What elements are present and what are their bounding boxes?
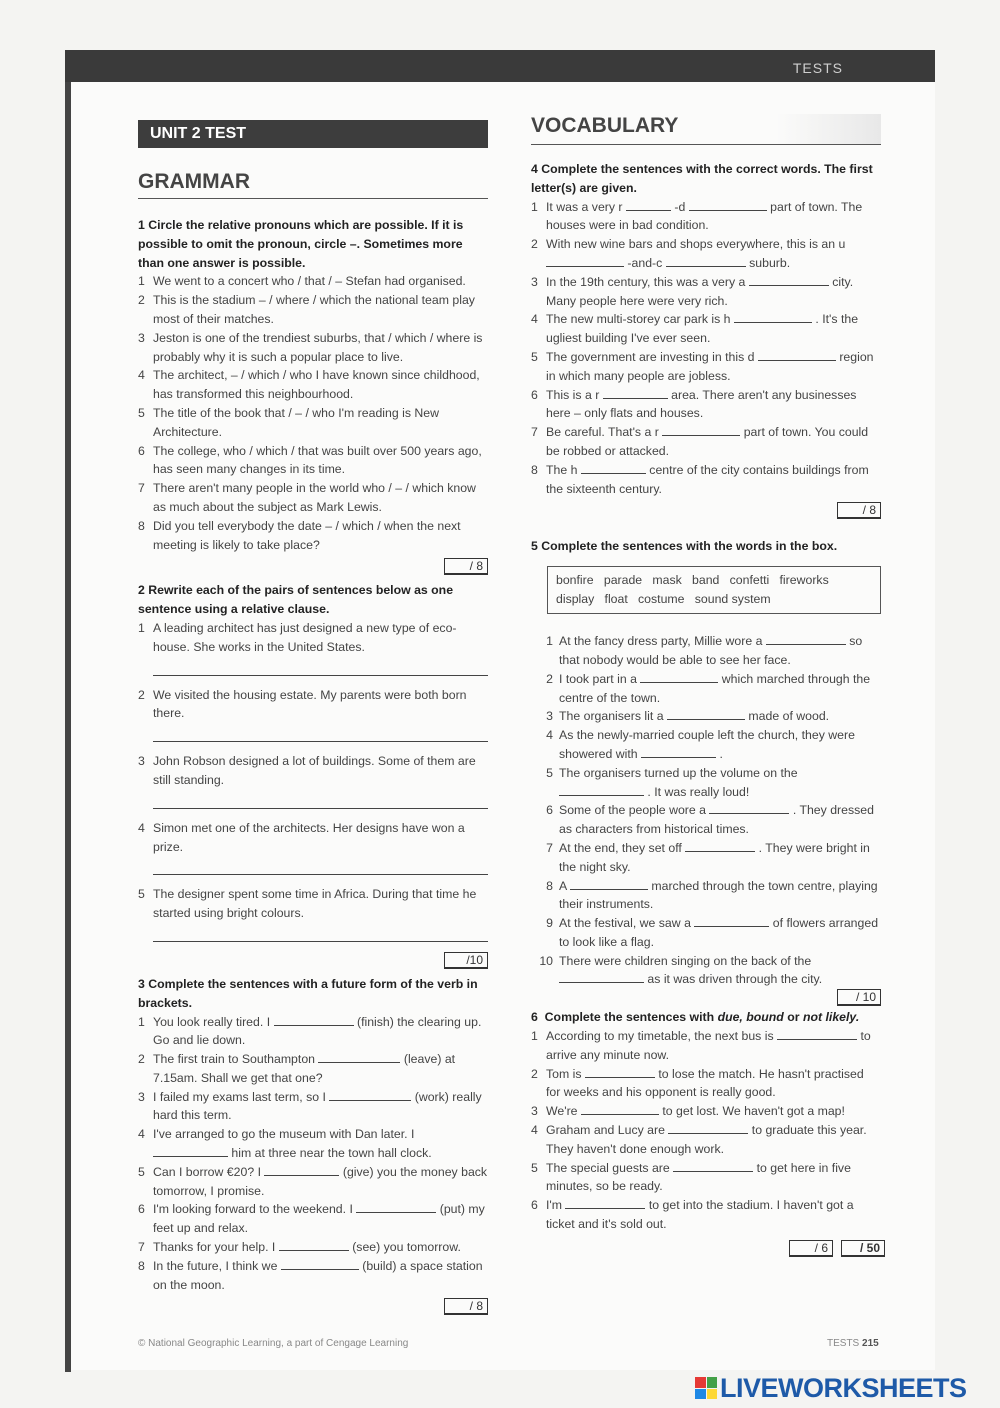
- item-text: [546, 310, 881, 348]
- answer-blank[interactable]: [264, 1163, 339, 1176]
- item-text: [559, 839, 881, 877]
- q6-instr-a: 6 Complete the sentences with: [531, 1010, 718, 1025]
- question-item: [531, 839, 881, 877]
- item-text-part: (finish) the clearing up. Go and lie down.: [153, 1014, 482, 1048]
- item-number: 1: [138, 620, 145, 635]
- item-text-part: Some of the people wore a: [559, 803, 706, 818]
- question-item: [531, 348, 881, 386]
- item-number: 1: [138, 274, 145, 289]
- item-number: 8: [531, 462, 538, 477]
- item-number: 4: [546, 728, 553, 743]
- logo-square-yellow: [707, 1389, 718, 1400]
- item-text-part: The new multi-storey car park is h: [546, 312, 731, 327]
- question-item: [138, 366, 488, 404]
- item-text-part: In the 19th century, this was a very a: [546, 274, 746, 289]
- item-text-part: as it was driven through the city.: [647, 972, 823, 987]
- item-number: 8: [546, 878, 553, 893]
- answer-blank[interactable]: [626, 198, 671, 211]
- item-text-part: I failed my exams last term, so I: [153, 1089, 326, 1104]
- question-item: [138, 329, 488, 367]
- item-text: [546, 1102, 881, 1121]
- item-number: 5: [546, 765, 553, 780]
- item-number: 2: [138, 293, 145, 308]
- item-text: There aren't many people in the world who / – / which know as much about the subject as Mark Lewis.: [153, 481, 476, 514]
- question-item: [138, 1125, 488, 1163]
- item-text: [153, 1088, 488, 1126]
- item-text-part: to lose the match. He hasn't practised for weeks and his opponent is really good.: [546, 1066, 864, 1100]
- item-text-part: area. There aren't any businesses here – only flats and houses.: [546, 387, 857, 421]
- item-text: [546, 461, 881, 499]
- right-column: [531, 160, 881, 1263]
- item-text: A leading architect has just designed a new type of eco-house. She works in the United States.: [153, 620, 457, 654]
- item-number: 2: [531, 1066, 538, 1081]
- item-number: 8: [138, 1258, 145, 1273]
- answer-blank[interactable]: [758, 348, 836, 361]
- item-number: 7: [531, 425, 538, 440]
- answer-blank[interactable]: [318, 1050, 400, 1063]
- question-item: [138, 479, 488, 517]
- grammar-title: GRAMMAR: [138, 170, 488, 199]
- item-number: 4: [138, 368, 145, 383]
- item-text: Simon met one of the architects. Her designs have won a prize.: [153, 820, 465, 854]
- item-number: 2: [546, 671, 553, 686]
- answer-blank[interactable]: [667, 707, 745, 720]
- answer-blank[interactable]: [546, 254, 624, 267]
- item-number: 7: [138, 1240, 145, 1255]
- item-text-part: (give) you the money back tomorrow, I promise.: [153, 1164, 488, 1198]
- item-text: We visited the housing estate. My parents were both born there.: [153, 687, 467, 721]
- question-item: [531, 1159, 881, 1197]
- item-text: We went to a concert who / that / – Stefan had organised.: [153, 274, 466, 289]
- answer-blank[interactable]: [689, 198, 767, 211]
- left-column: [138, 216, 488, 1321]
- item-text: This is the stadium – / where / which the national team play most of their matches.: [153, 293, 475, 326]
- item-text-part: Can I borrow €20? I: [153, 1164, 262, 1179]
- question-4-instruction: 4 Complete the sentences with the correct words. The first letter(s) are given.: [531, 162, 873, 195]
- item-text-part: I'm: [546, 1198, 563, 1213]
- copyright-footer: © National Geographic Learning, a part of Cengage Learning: [138, 1338, 409, 1349]
- item-number: 1: [138, 1014, 145, 1029]
- item-text: [546, 423, 881, 461]
- answer-blank[interactable]: [694, 914, 769, 927]
- item-text-part: marched through the town centre, playing their instruments.: [559, 878, 878, 912]
- item-text-part: -and-c: [627, 255, 663, 270]
- question-item: [531, 877, 881, 915]
- answer-blank[interactable]: [603, 386, 668, 399]
- item-number: 4: [138, 820, 145, 835]
- item-text-part: The government are investing in this d: [546, 349, 755, 364]
- item-text-part: There were children singing on the back of the: [559, 953, 812, 968]
- question-item: [138, 442, 488, 480]
- item-text: The designer spent some time in Africa. During that time he started using bright colours.: [153, 887, 477, 921]
- item-number: 3: [546, 709, 553, 724]
- question-item: [531, 726, 881, 764]
- question-item: [138, 1013, 488, 1051]
- question-1-items: [138, 272, 488, 554]
- item-text-part: (build) a space station on the moon.: [153, 1258, 483, 1292]
- answer-blank[interactable]: [640, 670, 718, 683]
- item-text: [559, 801, 881, 839]
- item-text: Did you tell everybody the date – / which / when the next meeting is likely to take place?: [153, 518, 461, 552]
- item-text-part: (put) my feet up and relax.: [153, 1202, 485, 1236]
- item-text: [153, 1125, 488, 1163]
- score-box[interactable]: / 8: [444, 1298, 488, 1315]
- question-item: [138, 819, 488, 857]
- item-text-part: As the newly-married couple left the church, they were showered with: [559, 728, 855, 761]
- question-item: [531, 1027, 881, 1065]
- top-header-bar: [65, 50, 895, 82]
- answer-blank[interactable]: [153, 1144, 228, 1157]
- question-item: [531, 1121, 881, 1159]
- question-item: [531, 310, 881, 348]
- question-item: [531, 670, 881, 708]
- question-item: [531, 1102, 881, 1121]
- item-number: 6: [546, 803, 553, 818]
- answer-blank[interactable]: [570, 877, 648, 890]
- item-number: 2: [138, 687, 145, 702]
- item-text-part: (leave) at 7.15am. Shall we get that one?: [153, 1052, 456, 1085]
- answer-line[interactable]: [153, 794, 488, 809]
- question-5-instruction: 5 Complete the sentences with the words in the box.: [531, 539, 838, 554]
- item-text-part: Be careful. That's a r: [546, 425, 659, 440]
- answer-blank[interactable]: [279, 1238, 349, 1251]
- item-text: [546, 198, 881, 236]
- question-item: [531, 198, 881, 236]
- item-text-part: . It was really loud!: [647, 784, 750, 799]
- answer-blank[interactable]: [581, 461, 646, 474]
- item-text-part: A: [559, 878, 567, 893]
- question-item: [138, 1088, 488, 1126]
- question-item: [138, 1163, 488, 1201]
- answer-blank[interactable]: [641, 745, 716, 758]
- item-text: [559, 707, 881, 726]
- total-score-box[interactable]: / 50: [841, 1240, 885, 1257]
- question-item: [531, 764, 881, 802]
- answer-blank[interactable]: [329, 1088, 411, 1101]
- item-text-part: -d: [674, 199, 686, 214]
- item-text-part: I took part in a: [559, 671, 637, 686]
- question-2-score: [138, 952, 488, 969]
- item-text: [546, 273, 881, 311]
- item-number: 3: [138, 330, 145, 345]
- tests-header-label: TESTS: [792, 60, 843, 76]
- answer-blank[interactable]: [281, 1257, 359, 1270]
- item-number: 3: [138, 754, 145, 769]
- item-text: John Robson designed a lot of buildings. Some of them are still standing.: [153, 754, 476, 787]
- liveworksheets-logo-icon: [695, 1377, 717, 1399]
- question-1-instruction: 1 Circle the relative pronouns which are possible. If it is possible to omit the pronoun, circle –. Sometimes more than one answer is possible.: [138, 218, 464, 270]
- item-text: The college, who / which / that was built over 500 years ago, has seen many changes in its time.: [153, 443, 482, 477]
- item-text-part: We're: [546, 1104, 578, 1119]
- question-3-items: [138, 1013, 488, 1295]
- item-text: [559, 952, 881, 990]
- item-text-part: This is a r: [546, 387, 600, 402]
- header-tab: [895, 50, 935, 82]
- item-text-part: At the fancy dress party, Millie wore a: [559, 634, 763, 649]
- question-item: [531, 801, 881, 839]
- q6-instr-b: due, bound: [717, 1010, 784, 1025]
- question-item: [531, 423, 881, 461]
- item-text: [153, 1163, 488, 1201]
- item-number: 2: [138, 1052, 145, 1067]
- item-number: 4: [531, 312, 538, 327]
- answer-blank[interactable]: [777, 1027, 857, 1040]
- item-text-part: to get into the stadium. I haven't got a ticket and it's sold out.: [546, 1198, 854, 1232]
- liveworksheets-wordmark: LIVEWORKSHEETS: [720, 1372, 967, 1403]
- item-number: 5: [531, 349, 538, 364]
- page-number-value: 215: [862, 1338, 879, 1349]
- item-text-part: The organisers turned up the volume on the: [559, 765, 798, 780]
- item-text-part: . They dressed as characters from historical times.: [559, 803, 874, 837]
- logo-square-blue: [695, 1389, 706, 1400]
- item-text: [153, 1200, 488, 1238]
- item-text-part: You look really tired. I: [153, 1014, 271, 1029]
- vocabulary-title: VOCABULARY: [531, 114, 881, 145]
- item-number: 6: [138, 443, 145, 458]
- page-label: TESTS: [827, 1338, 860, 1349]
- logo-square-red: [695, 1377, 706, 1388]
- answer-line[interactable]: [153, 860, 488, 875]
- worksheet-page: [65, 50, 935, 1370]
- item-number: 4: [531, 1123, 538, 1138]
- item-text-part: so that nobody would be able to see her face.: [559, 634, 863, 667]
- answer-blank[interactable]: [685, 839, 755, 852]
- question-item: [138, 1238, 488, 1257]
- item-text-part: It was a very r: [546, 199, 623, 214]
- question-item: [138, 619, 488, 657]
- item-text: [546, 348, 881, 386]
- item-number: 8: [138, 518, 145, 533]
- item-number: 9: [546, 916, 553, 931]
- answer-blank[interactable]: [709, 801, 789, 814]
- item-text: The architect, – / which / who I have known since childhood, has transformed this neighbourhood.: [153, 368, 480, 402]
- question-item: [138, 1050, 488, 1088]
- item-number: 1: [546, 634, 553, 649]
- answer-blank[interactable]: [559, 783, 644, 796]
- question-item: [531, 914, 881, 952]
- score-box[interactable]: / 10: [837, 989, 881, 1006]
- item-text: [153, 1050, 488, 1088]
- item-number: 3: [138, 1089, 145, 1104]
- score-box[interactable]: / 8: [837, 502, 881, 519]
- unit-heading: UNIT 2 TEST: [138, 120, 488, 148]
- question-item: [138, 885, 488, 923]
- answer-line[interactable]: [153, 927, 488, 942]
- item-text: [153, 1013, 488, 1051]
- item-text: [559, 670, 881, 708]
- q6-instr-c: or: [783, 1010, 803, 1025]
- logo-square-green: [707, 1377, 718, 1388]
- item-number: 3: [531, 1104, 538, 1119]
- question-item: [138, 404, 488, 442]
- item-number: 6: [531, 387, 538, 402]
- question-item: [138, 517, 488, 555]
- item-text-part: The organisers lit a: [559, 709, 664, 724]
- word-box-line-1: bonfire parade mask band confetti fireworks: [556, 573, 829, 588]
- item-text: [546, 386, 881, 424]
- item-text: [153, 1238, 488, 1257]
- answer-line[interactable]: [153, 727, 488, 742]
- answer-blank[interactable]: [668, 1121, 748, 1134]
- item-text-part: part of town. You could be robbed or attacked.: [546, 425, 869, 458]
- question-item: [138, 1257, 488, 1295]
- item-text: [546, 1159, 881, 1197]
- item-text-part: I've arranged to go the museum with Dan later. I: [153, 1127, 415, 1142]
- question-5-score: [531, 989, 881, 1006]
- answer-blank[interactable]: [749, 273, 829, 286]
- answer-blank[interactable]: [585, 1065, 655, 1078]
- item-text-part: . It's the ugliest building I've ever seen.: [546, 312, 859, 346]
- item-text-part: city. Many people here were very rich.: [546, 274, 854, 308]
- page-number: [827, 1338, 879, 1349]
- question-item: [138, 291, 488, 329]
- item-text-part: region in which many people are jobless.: [546, 349, 874, 383]
- item-number: 1: [531, 199, 538, 214]
- question-item: [531, 273, 881, 311]
- question-item: [531, 632, 881, 670]
- item-number: 1: [531, 1029, 538, 1044]
- item-text-part: Tom is: [546, 1066, 582, 1081]
- item-number: 7: [546, 840, 553, 855]
- item-text: [153, 1257, 488, 1295]
- item-text-part: Thanks for your help. I: [153, 1240, 276, 1255]
- item-number: 2: [531, 237, 538, 252]
- item-text-part: part of town. The houses were in bad condition.: [546, 199, 863, 233]
- item-text: [559, 764, 881, 802]
- item-number: 10: [539, 953, 553, 968]
- item-text-part: With new wine bars and shops everywhere, this is an u: [546, 237, 846, 252]
- question-3-instruction: 3 Complete the sentences with a future form of the verb in brackets.: [138, 976, 478, 1010]
- answer-blank[interactable]: [766, 632, 846, 645]
- item-number: 5: [138, 887, 145, 902]
- question-2-items: [138, 619, 488, 942]
- item-number: 5: [138, 1164, 145, 1179]
- item-text-part: (see) you tomorrow.: [352, 1240, 461, 1255]
- item-number: 5: [531, 1160, 538, 1175]
- item-text-part: .: [719, 746, 723, 761]
- item-text-part: centre of the city contains buildings from the sixteenth century.: [546, 462, 869, 496]
- item-text-part: to graduate this year. They haven't done enough work.: [546, 1123, 867, 1156]
- item-text: [546, 1121, 881, 1159]
- item-number: 4: [138, 1127, 145, 1142]
- question-3-score: [138, 1298, 488, 1315]
- question-item: [531, 235, 881, 273]
- item-text-part: to get here in five minutes, so be ready.: [546, 1160, 851, 1194]
- question-item: [531, 1065, 881, 1103]
- score-box[interactable]: / 8: [444, 558, 488, 575]
- item-text-part: which marched through the centre of the town.: [559, 671, 871, 705]
- question-6-instruction: [531, 1008, 881, 1027]
- word-box: [547, 566, 881, 614]
- question-item: [531, 707, 881, 726]
- item-number: 3: [531, 274, 538, 289]
- item-text-part: The h: [546, 462, 578, 477]
- item-text-part: . They were bright in the night sky.: [559, 840, 870, 874]
- item-text-part: Graham and Lucy are: [546, 1123, 665, 1138]
- question-4-score: [531, 502, 881, 519]
- answer-blank[interactable]: [565, 1196, 645, 1209]
- item-text: [559, 877, 881, 915]
- item-text: [546, 1027, 881, 1065]
- question-2-instruction: 2 Rewrite each of the pairs of sentences below as one sentence using a relative clause.: [138, 583, 454, 617]
- item-text: [559, 726, 881, 764]
- liveworksheets-brand[interactable]: [695, 1374, 967, 1402]
- question-item: [531, 1196, 881, 1234]
- item-text-part: At the festival, we saw a: [559, 916, 691, 931]
- item-text-part: him at three near the town hall clock.: [231, 1146, 432, 1161]
- answer-blank[interactable]: [662, 423, 740, 436]
- answer-blank[interactable]: [274, 1013, 354, 1026]
- item-text-part: suburb.: [749, 255, 791, 270]
- item-text: [559, 632, 881, 670]
- question-item: [138, 752, 488, 790]
- item-text-part: to get lost. We haven't got a map!: [662, 1104, 845, 1119]
- item-text: [546, 235, 881, 273]
- question-item: [531, 461, 881, 499]
- q6-instr-d: not likely.: [802, 1010, 860, 1025]
- answer-blank[interactable]: [666, 254, 746, 267]
- item-text-part: The first train to Southampton: [153, 1052, 315, 1067]
- score-box[interactable]: /10: [444, 952, 488, 969]
- question-5-items: [531, 632, 881, 989]
- item-text: [546, 1065, 881, 1103]
- item-text-part: According to my timetable, the next bus is: [546, 1029, 774, 1044]
- item-text-part: to arrive any minute now.: [546, 1029, 871, 1062]
- item-text: Jeston is one of the trendiest suburbs, that / which / where is probably why it is such a popular place to live.: [153, 330, 483, 364]
- item-number: 7: [138, 481, 145, 496]
- item-text: [546, 1196, 881, 1234]
- answer-blank[interactable]: [356, 1200, 436, 1213]
- question-6-items: [531, 1027, 881, 1234]
- answer-line[interactable]: [153, 661, 488, 676]
- question-item: [531, 952, 881, 990]
- answer-blank[interactable]: [673, 1159, 753, 1172]
- question-item: [138, 686, 488, 724]
- left-binding-bar: [65, 82, 71, 1372]
- score-box[interactable]: / 6: [789, 1240, 833, 1257]
- question-1-score: [138, 558, 488, 575]
- item-text-part: of flowers arranged to look like a flag.: [559, 916, 879, 949]
- item-text-part: At the end, they set off: [559, 840, 682, 855]
- item-text: The title of the book that / – / who I'm reading is New Architecture.: [153, 405, 440, 439]
- item-text: [559, 914, 881, 952]
- question-item: [531, 386, 881, 424]
- item-number: 6: [138, 1202, 145, 1217]
- answer-blank[interactable]: [559, 970, 644, 983]
- item-text-part: (work) really hard this term.: [153, 1089, 482, 1123]
- item-number: 5: [138, 405, 145, 420]
- item-text-part: made of wood.: [748, 709, 830, 724]
- item-number: 6: [531, 1198, 538, 1213]
- item-text-part: The special guests are: [546, 1160, 670, 1175]
- answer-blank[interactable]: [581, 1102, 659, 1115]
- item-text-part: I'm looking forward to the weekend. I: [153, 1202, 353, 1217]
- question-item: [138, 272, 488, 291]
- word-box-line-2: display float costume sound system: [556, 592, 771, 607]
- answer-blank[interactable]: [734, 310, 812, 323]
- question-6-score: [531, 1240, 885, 1257]
- question-4-items: [531, 198, 881, 499]
- item-text-part: In the future, I think we: [153, 1258, 278, 1273]
- question-item: [138, 1200, 488, 1238]
